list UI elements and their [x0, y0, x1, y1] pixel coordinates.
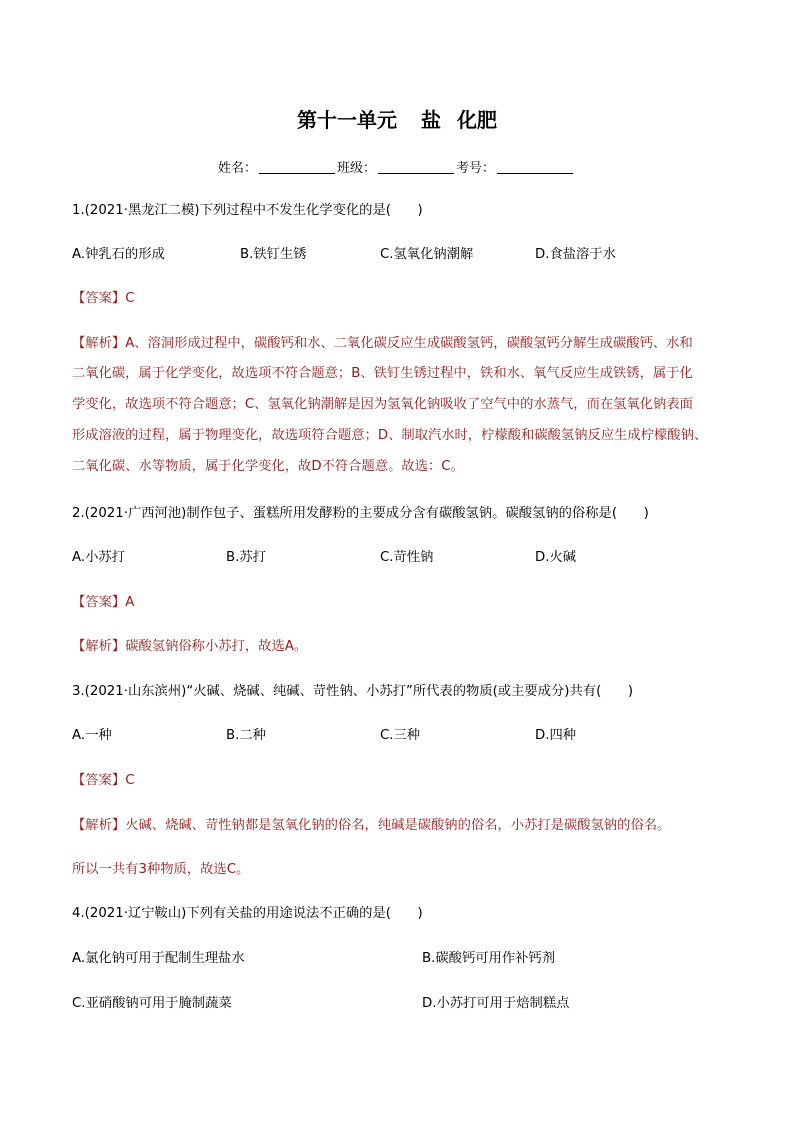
analysis-text: 碳酸氢钠俗称小苏打，故选A。 [125, 639, 308, 654]
q4-option-c: C.亚硝酸钠可用于腌制蔬菜 [72, 996, 232, 1011]
q4-option-a: A.氯化钠可用于配制生理盐水 [72, 951, 245, 966]
name-blank[interactable] [259, 161, 335, 174]
q2-analysis [72, 639, 307, 655]
q1-analysis-line-4: 形成溶液的过程，属于物理变化，故选项符合题意；D、制取汽水时，柠檬酸和碳酸氢钠反应生成柠檬酸钠、 [72, 428, 708, 443]
analysis-tag: 【解析】 [72, 336, 126, 351]
answer-tag: 【答案】 [72, 291, 126, 306]
exam-blank[interactable] [497, 161, 573, 174]
answer-value: C [125, 291, 135, 306]
page-title [0, 104, 794, 133]
question-4-stem: 4.(2021·辽宁鞍山)下列有关盐的用途说法不正确的是( ) [72, 906, 423, 921]
q3-analysis-line-1 [72, 818, 670, 834]
q3-option-d: D.四种 [535, 728, 577, 743]
q1-option-d: D.食盐溶于水 [535, 247, 616, 262]
q1-option-c: C.氢氧化钠潮解 [380, 247, 474, 262]
question-3-stem: 3.(2021·山东滨州)“火碱、烧碱、纯碱、苛性钠、小苏打”所代表的物质(或主要成分)共有( ) [72, 684, 634, 699]
q2-option-b: B.苏打 [226, 550, 266, 565]
class-blank[interactable] [378, 161, 454, 174]
student-info-line [218, 157, 575, 176]
q1-analysis-line-1 [72, 336, 693, 352]
q2-answer [72, 595, 134, 611]
q3-answer [72, 773, 134, 789]
answer-tag: 【答案】 [72, 595, 126, 610]
name-label: 姓名： [218, 161, 258, 176]
q1-analysis-line-5: 二氧化碳、水等物质，属于化学变化，故D不符合题意。故选：C。 [72, 459, 464, 474]
q1-option-a: A.钟乳石的形成 [72, 247, 165, 262]
analysis-text: 火碱、烧碱、苛性钠都是氢氧化钠的俗名，纯碱是碳酸钠的俗名，小苏打是碳酸氢钠的俗名。 [125, 818, 671, 833]
analysis-text: A、溶洞形成过程中，碳酸钙和水、二氧化碳反应生成碳酸氢钙，碳酸氢钙分解生成碳酸钙、水和 [125, 336, 693, 351]
q1-analysis-line-3: 学变化，故选项不符合题意；C、氢氧化钠潮解是因为氢氧化钠吸收了空气中的水蒸气，而在氢氧化钠表面 [72, 397, 693, 412]
q2-option-d: D.火碱 [535, 550, 577, 565]
answer-value: C [125, 773, 135, 788]
q1-answer [72, 291, 134, 307]
title-fertilizer: 化肥 [457, 108, 497, 132]
class-label: 班级： [337, 161, 377, 176]
q1-analysis-line-2: 二氧化碳，属于化学变化，故选项不符合题意；B、铁钉生锈过程中，铁和水、氧气反应生成铁锈，属于化 [72, 366, 693, 381]
analysis-tag: 【解析】 [72, 818, 126, 833]
answer-value: A [125, 595, 135, 610]
question-1-stem: 1.(2021·黑龙江二模)下列过程中不发生化学变化的是( ) [72, 203, 423, 218]
q2-option-c: C.苛性钠 [380, 550, 434, 565]
analysis-tag: 【解析】 [72, 639, 126, 654]
q3-option-b: B.二种 [226, 728, 266, 743]
q4-option-d: D.小苏打可用于焙制糕点 [422, 996, 570, 1011]
q3-option-c: C.三种 [380, 728, 421, 743]
q2-option-a: A.小苏打 [72, 550, 125, 565]
q4-option-b: B.碳酸钙可用作补钙剂 [422, 951, 556, 966]
title-unit: 第十一单元 [297, 108, 397, 132]
q3-option-a: A.一种 [72, 728, 112, 743]
q1-option-b: B.铁钉生锈 [240, 247, 307, 262]
q3-analysis-line-2: 所以一共有3种物质，故选C。 [72, 862, 250, 877]
title-salt: 盐 [421, 108, 441, 132]
answer-tag: 【答案】 [72, 773, 126, 788]
exam-label: 考号： [456, 161, 496, 176]
question-2-stem: 2.(2021·广西河池)制作包子、蛋糕所用发酵粉的主要成分含有碳酸氢钠。碳酸氢钠的俗称是( ) [72, 506, 649, 521]
